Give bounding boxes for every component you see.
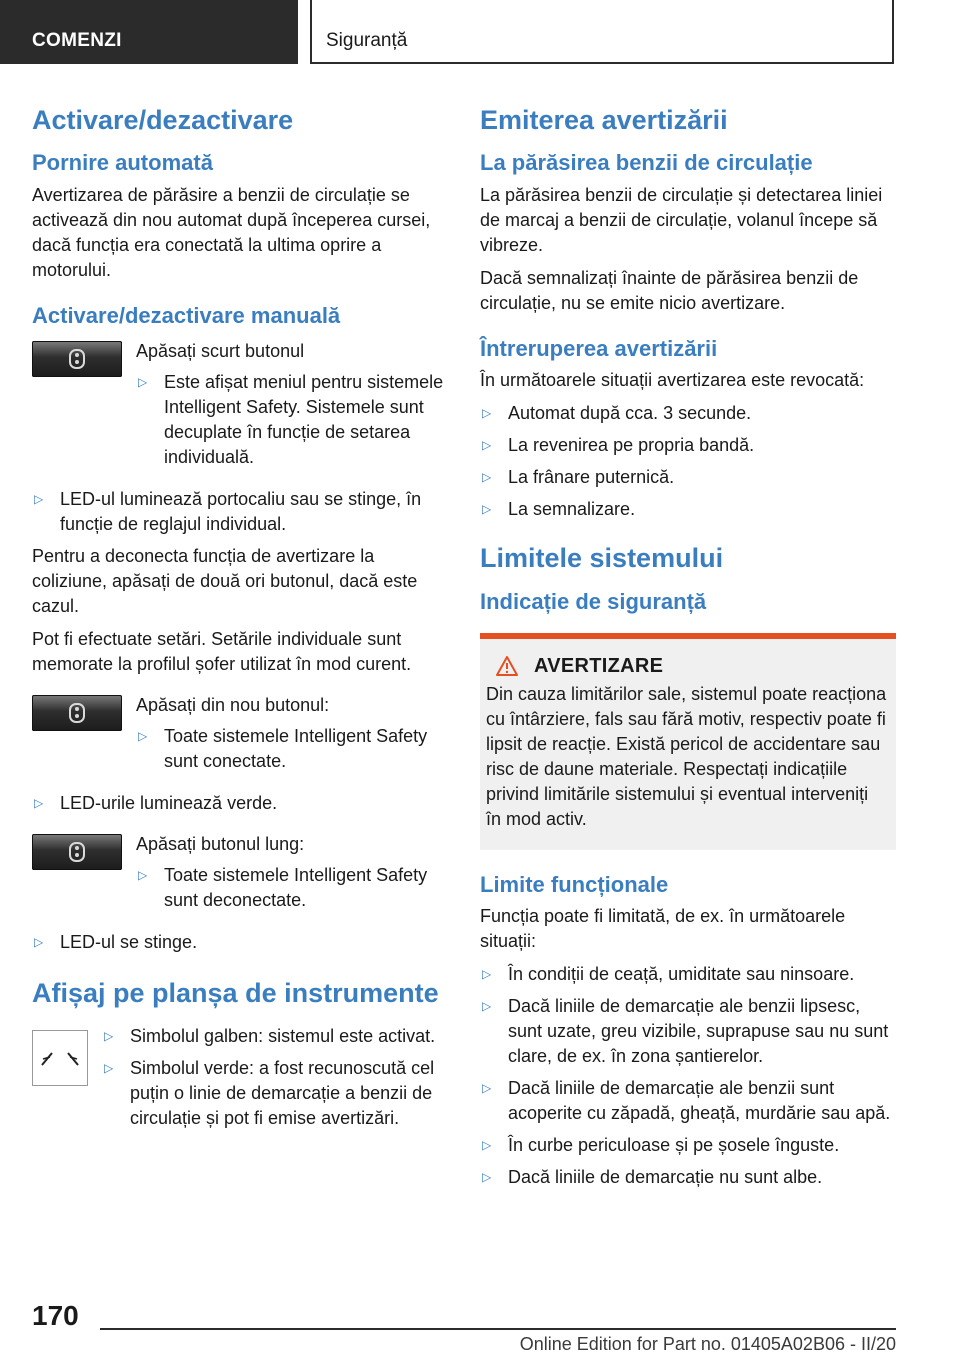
page-number: 170 bbox=[32, 1300, 79, 1331]
paragraph-semnalizati: Dacă semnalizați înainte de părăsirea benzii de circulație, nu se emite nicio avertizare. bbox=[480, 267, 859, 313]
paragraph-deconecta: Pentru a deconecta funcția de avertizare la coliziune, apăsați de două ori butonul, dacă este cazul. bbox=[32, 546, 418, 617]
list-item: ▷ În curbe periculoase și pe șosele înguste. bbox=[480, 1133, 896, 1158]
left-column bbox=[32, 96, 450, 1138]
intelligent-safety-button-icon bbox=[32, 834, 122, 870]
bullet-triangle-icon: ▷ bbox=[482, 502, 492, 517]
paragraph-limite-functionale: Funcția poate fi limitată, de ex. în următoarele situații: bbox=[480, 906, 846, 952]
intelligent-safety-button-icon bbox=[32, 341, 122, 377]
paragraph-intreruperea: În următoarele situații avertizarea este revocată: bbox=[480, 370, 865, 391]
list-item: ▷ Dacă liniile de demarcație ale benzii lipsesc, sunt uzate, greu vizibile, suprapuse sau nu sunt clare, de ex. în zona șantierelor. bbox=[482, 996, 889, 1067]
bullet-triangle-icon: ▷ bbox=[104, 1028, 114, 1043]
bullet-triangle-icon: ▷ bbox=[138, 729, 148, 744]
list-item: ▷ Este afișat meniul pentru sistemele Intelligent Safety. Sistemele sunt decuplate în funcție de setarea individuală. bbox=[138, 372, 444, 468]
bullet-triangle-icon: ▷ bbox=[482, 999, 492, 1014]
heading-activare: Activare/dezactivare bbox=[32, 105, 294, 135]
list-item: ▷ LED-ul luminează portocaliu sau se stinge, în funcție de reglajul individual. bbox=[34, 489, 422, 535]
bullet-triangle-icon: ▷ bbox=[34, 492, 44, 507]
list-item: ▷ Simbolul verde: a fost recunoscută cel puțin o linie de demarcație a benzii de circulație și pot fi emise avertizări. bbox=[104, 1057, 435, 1128]
heading-manuala: Activare/dezactivare manuală bbox=[32, 302, 341, 328]
heading-limitele: Limitele sistemului bbox=[480, 543, 724, 574]
warning-title: AVERTIZARE bbox=[534, 654, 664, 677]
button-instruction-2 bbox=[32, 693, 450, 781]
list-item: ▷ În condiții de ceață, umiditate sau ninsoare. bbox=[480, 962, 896, 987]
bullet-triangle-icon: ▷ bbox=[482, 1081, 492, 1096]
chapter-tab bbox=[0, 0, 298, 64]
btn3-text: Apăsați butonul lung: bbox=[136, 834, 305, 855]
bullet-triangle-icon: ▷ bbox=[482, 1170, 492, 1185]
paragraph-pornire: Avertizarea de părăsire a benzii de circulație se activează din nou automat după începerea cursei, dacă funcția era conectată la ultima oprire a motorului. bbox=[32, 184, 431, 280]
bullet-triangle-icon: ▷ bbox=[482, 470, 492, 485]
list-item: ▷ La revenirea pe propria bandă. bbox=[480, 433, 896, 458]
list-item: ▷ La semnalizare. bbox=[480, 497, 896, 522]
footer-divider bbox=[100, 1328, 896, 1330]
bullet-triangle-icon: ▷ bbox=[482, 438, 492, 453]
list-item: ▷ LED-urile luminează verde. bbox=[32, 791, 450, 816]
section-tab bbox=[310, 0, 894, 64]
list-item: ▷ Dacă liniile de demarcație nu sunt albe. bbox=[480, 1165, 896, 1190]
footer-edition: Online Edition for Part no. 01405A02B06 - II/20 bbox=[519, 1334, 896, 1354]
chapter-label: COMENZI bbox=[32, 30, 122, 51]
right-column bbox=[480, 96, 896, 1197]
paragraph-parasirea: La părăsirea benzii de circulație și detectarea liniei de marcaj a benzii de circulație, volanul începe să vibreze. bbox=[480, 184, 883, 255]
bullet-triangle-icon: ▷ bbox=[34, 935, 44, 950]
heading-intreruperea: Întreruperea avertizării bbox=[480, 335, 718, 361]
heading-indicatie: Indicație de siguranță bbox=[480, 588, 707, 614]
list-item: ▷ LED-ul se stinge. bbox=[32, 930, 450, 955]
list-item: ▷ Dacă liniile de demarcație ale benzii sunt acoperite cu zăpadă, gheață, murdărie sau apă. bbox=[482, 1078, 891, 1124]
bullet-triangle-icon: ▷ bbox=[34, 796, 44, 811]
bullet-triangle-icon: ▷ bbox=[482, 967, 492, 982]
warning-text: Din cauza limitărilor sale, sistemul poate reacționa cu întârziere, fals sau fără motiv, respectiv poate fi lipsit de reacție. Există pericol de accidentare sau risc de daune materiale. Respectați indicațiile privind limitările sistemului și eventual interveniți în mod activ. bbox=[486, 683, 887, 829]
button-instruction-1 bbox=[32, 339, 450, 477]
bullet-triangle-icon: ▷ bbox=[138, 868, 148, 883]
btn2-text: Apăsați din nou butonul: bbox=[136, 695, 330, 716]
heading-afisaj: Afișaj pe planșa de instrumente bbox=[32, 978, 439, 1009]
heading-limite-functionale: Limite funcționale bbox=[480, 871, 669, 897]
heading-emiterea: Emiterea avertizării bbox=[480, 105, 728, 135]
list-item: ▷ Simbolul galben: sistemul este activat. bbox=[102, 1024, 450, 1049]
btn1-text: Apăsați scurt butonul bbox=[136, 341, 305, 362]
warning-box bbox=[480, 633, 896, 850]
symbol-explanation bbox=[32, 1024, 450, 1138]
heading-parasirea: La părăsirea benzii de circulație bbox=[480, 150, 813, 176]
warning-triangle-icon bbox=[496, 655, 518, 677]
bullet-triangle-icon: ▷ bbox=[138, 375, 148, 390]
intelligent-safety-button-icon bbox=[32, 695, 122, 731]
lane-departure-symbol-icon bbox=[32, 1030, 88, 1086]
bullet-triangle-icon: ▷ bbox=[482, 1138, 492, 1153]
heading-pornire: Pornire automată bbox=[32, 150, 213, 176]
list-item: ▷ La frânare puternică. bbox=[480, 465, 896, 490]
bullet-triangle-icon: ▷ bbox=[104, 1060, 114, 1075]
list-item: ▷ Toate sistemele Intelligent Safety sunt conectate. bbox=[138, 726, 428, 772]
button-instruction-3 bbox=[32, 832, 450, 920]
section-label: Siguranță bbox=[326, 30, 408, 51]
list-item: ▷ Automat după cca. 3 secunde. bbox=[480, 401, 896, 426]
paragraph-setari: Pot fi efectuate setări. Setările individuale sunt memorate la profilul șofer utilizat în mod curent. bbox=[32, 629, 412, 675]
list-item: ▷ Toate sistemele Intelligent Safety sunt deconectate. bbox=[138, 865, 428, 911]
bullet-triangle-icon: ▷ bbox=[482, 406, 492, 421]
